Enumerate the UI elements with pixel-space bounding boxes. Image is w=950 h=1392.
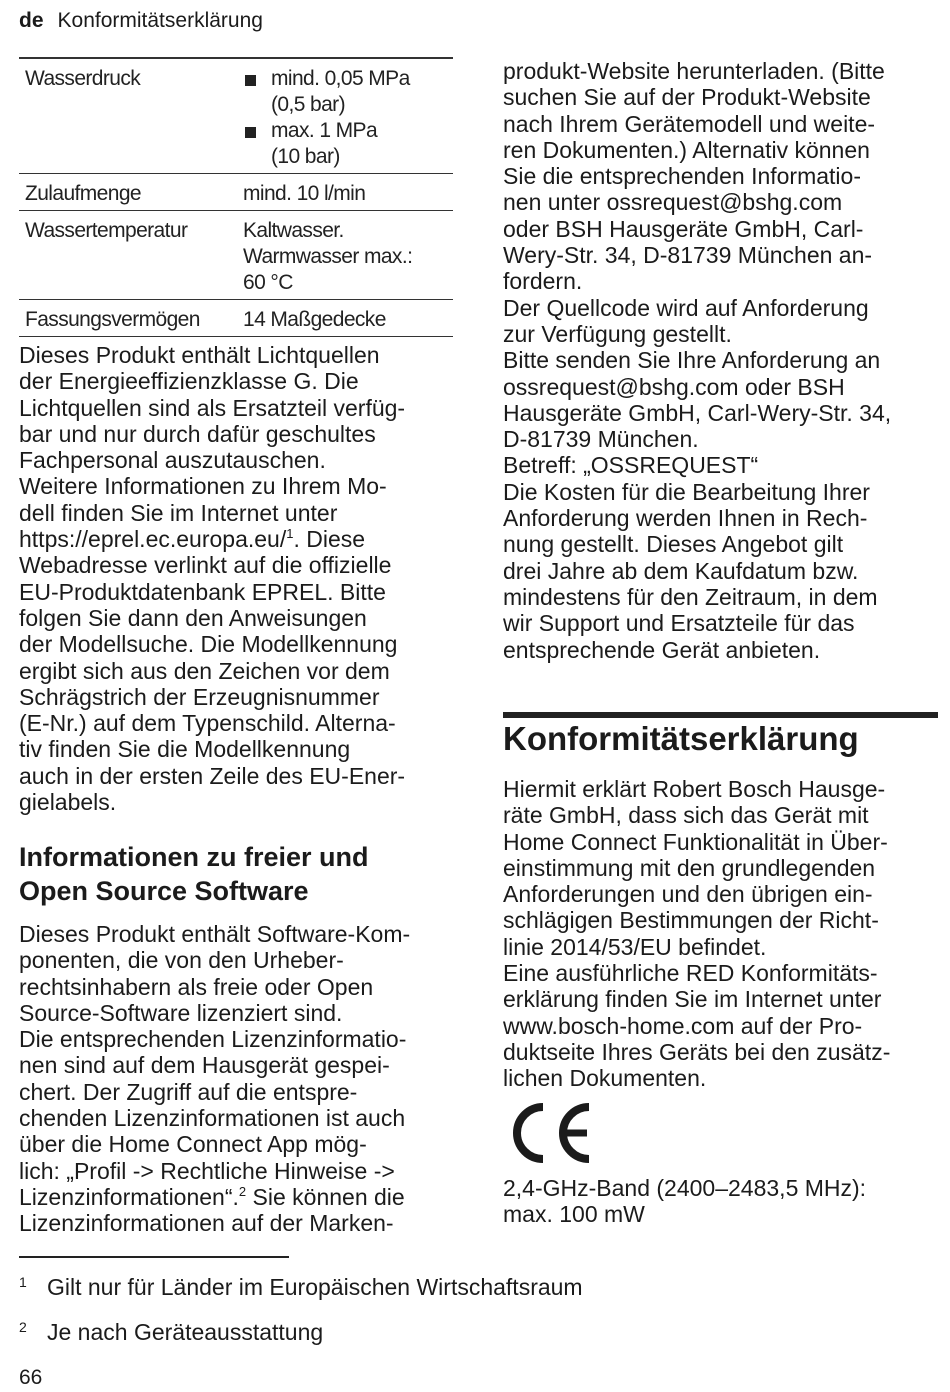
energy-paragraph: Dieses Produkt enthält Lichtquellen der Energieeffizienzklasse G. Die Lichtquellen sind als Ersatzteil verfüg- bar und nur durch dafür geschultes Fachpersonal auszutauschen. Weitere Informationen zu Ihrem Mo- dell finden Sie im Internet unter https://eprel.ec.europa.eu/$^1$. Diese Webadresse verlinkt auf die offizielle EU-Produktdatenbank EPREL. Bitte folgen Sie dann den Anweisungen der Modellsuche. Die Modellkennung ergibt sich aus den Zeichen vor dem Schrägstrich der Erzeugnisnummer (E-Nr.) auf dem Typenschild. Alterna- tiv finden Sie die Modellkennung auch in der ersten Zeile des EU-Ener- gielabels. [19, 342, 406, 816]
eprel-link[interactable]: https://eprel.ec.europa.eu/ [19, 526, 287, 553]
footnote-divider [19, 1256, 289, 1258]
footnote-text: Gilt nur für Länder im Europäischen Wirtschaftsraum [47, 1274, 583, 1300]
spec-key: Wassertemperatur [19, 211, 237, 300]
oss-continuation: produkt-Website herunterladen. (Bitte suchen Sie auf der Produkt-Website nach Ihrem Gerätemodell und weite- ren Dokumenten.) Alternativ können Sie die entsprechenden Informatio- nen unter ossrequest@bshg.com oder BSH Hausgeräte GmbH, Carl- Wery-Str. 34, D-81739 München an- fordern. Der Quellcode wird auf Anforderung zur Verfügung gestellt. Bitte senden Sie Ihre Anforderung an ossrequest@bshg.com oder BSH Hausgeräte GmbH, Carl-Wery-Str. 34, D-81739 München. Betreff: „OSSREQUEST“ Die Kosten für die Bearbeitung Ihrer Anforderung werden Ihnen in Rech- nung gestellt. Dieses Angebot gilt drei Jahre ab dem Kaufdatum bzw. mindestens für den Zeitraum, in dem wir Support und Ersatzteile für das entsprechende Gerät anbieten. [503, 58, 892, 663]
table-row [19, 58, 453, 174]
spec-key: Zulaufmenge [19, 174, 237, 211]
spec-value [237, 58, 453, 174]
footnote-text: Je nach Geräteausstattung [47, 1319, 324, 1345]
ce-mark-icon [503, 1101, 595, 1165]
spec-table [19, 57, 453, 337]
oss-heading: Informationen zu freier und Open Source Software [19, 842, 369, 906]
header-title: Konformitätserklärung [57, 9, 263, 32]
table-row [19, 174, 453, 211]
spec-value: Kaltwasser. Warmwasser max.: 60 °C [237, 211, 453, 300]
spec-key: Wasserdruck [19, 58, 237, 174]
conformity-paragraph: Hiermit erklärt Robert Bosch Hausge- räte GmbH, dass sich das Gerät mit Home Connect Funktionalität in Über- einstimmung mit den grundlegenden Anforderungen und den übrigen ein- schlägigen Bestimmungen der Richt- linie 2014/53/EU befindet. Eine ausführliche RED Konformitäts- erklärung finden Sie im Internet unter www.bosch-home.com auf der Pro- duktseite Ihres Geräts bei den zusätz- lichen Dokumenten. [503, 776, 891, 1092]
running-header [19, 9, 263, 33]
footnote-number: 2 [19, 1319, 27, 1335]
table-row [19, 211, 453, 300]
section-divider [503, 712, 938, 718]
language-code: de [19, 9, 44, 32]
page-number: 66 [19, 1366, 43, 1389]
list-item: mind. 0,05 MPa (0,5 bar) [243, 66, 447, 118]
spec-key: Fassungsvermögen [19, 300, 237, 337]
footnote-number: 1 [19, 1274, 27, 1290]
spec-value: mind. 10 l/min [237, 174, 453, 211]
conformity-heading: Konformitätserklärung [503, 720, 859, 757]
radio-band-info: 2,4-GHz-Band (2400–2483,5 MHz): max. 100 mW [503, 1175, 867, 1228]
list-item: max. 1 MPa (10 bar) [243, 118, 447, 170]
table-row [19, 300, 453, 337]
oss-paragraph: Dieses Produkt enthält Software-Kom- ponenten, die von den Urheber- rechtsinhabern als freie oder Open Source-Software lizenziert sind. Die entsprechenden Lizenzinformatio- nen sind auf dem Hausgerät gespei- chert. Der Zugriff auf die entspre- chenden Lizenzinformationen ist auch über die Home Connect App mög- lich: „Profil -> Rechtliche Hinweise -> Lizenzinformationen“.$^2$ Sie können die Lizenzinformationen auf der Marken- [19, 921, 411, 1237]
spec-value: 14 Maßgedecke [237, 300, 453, 337]
